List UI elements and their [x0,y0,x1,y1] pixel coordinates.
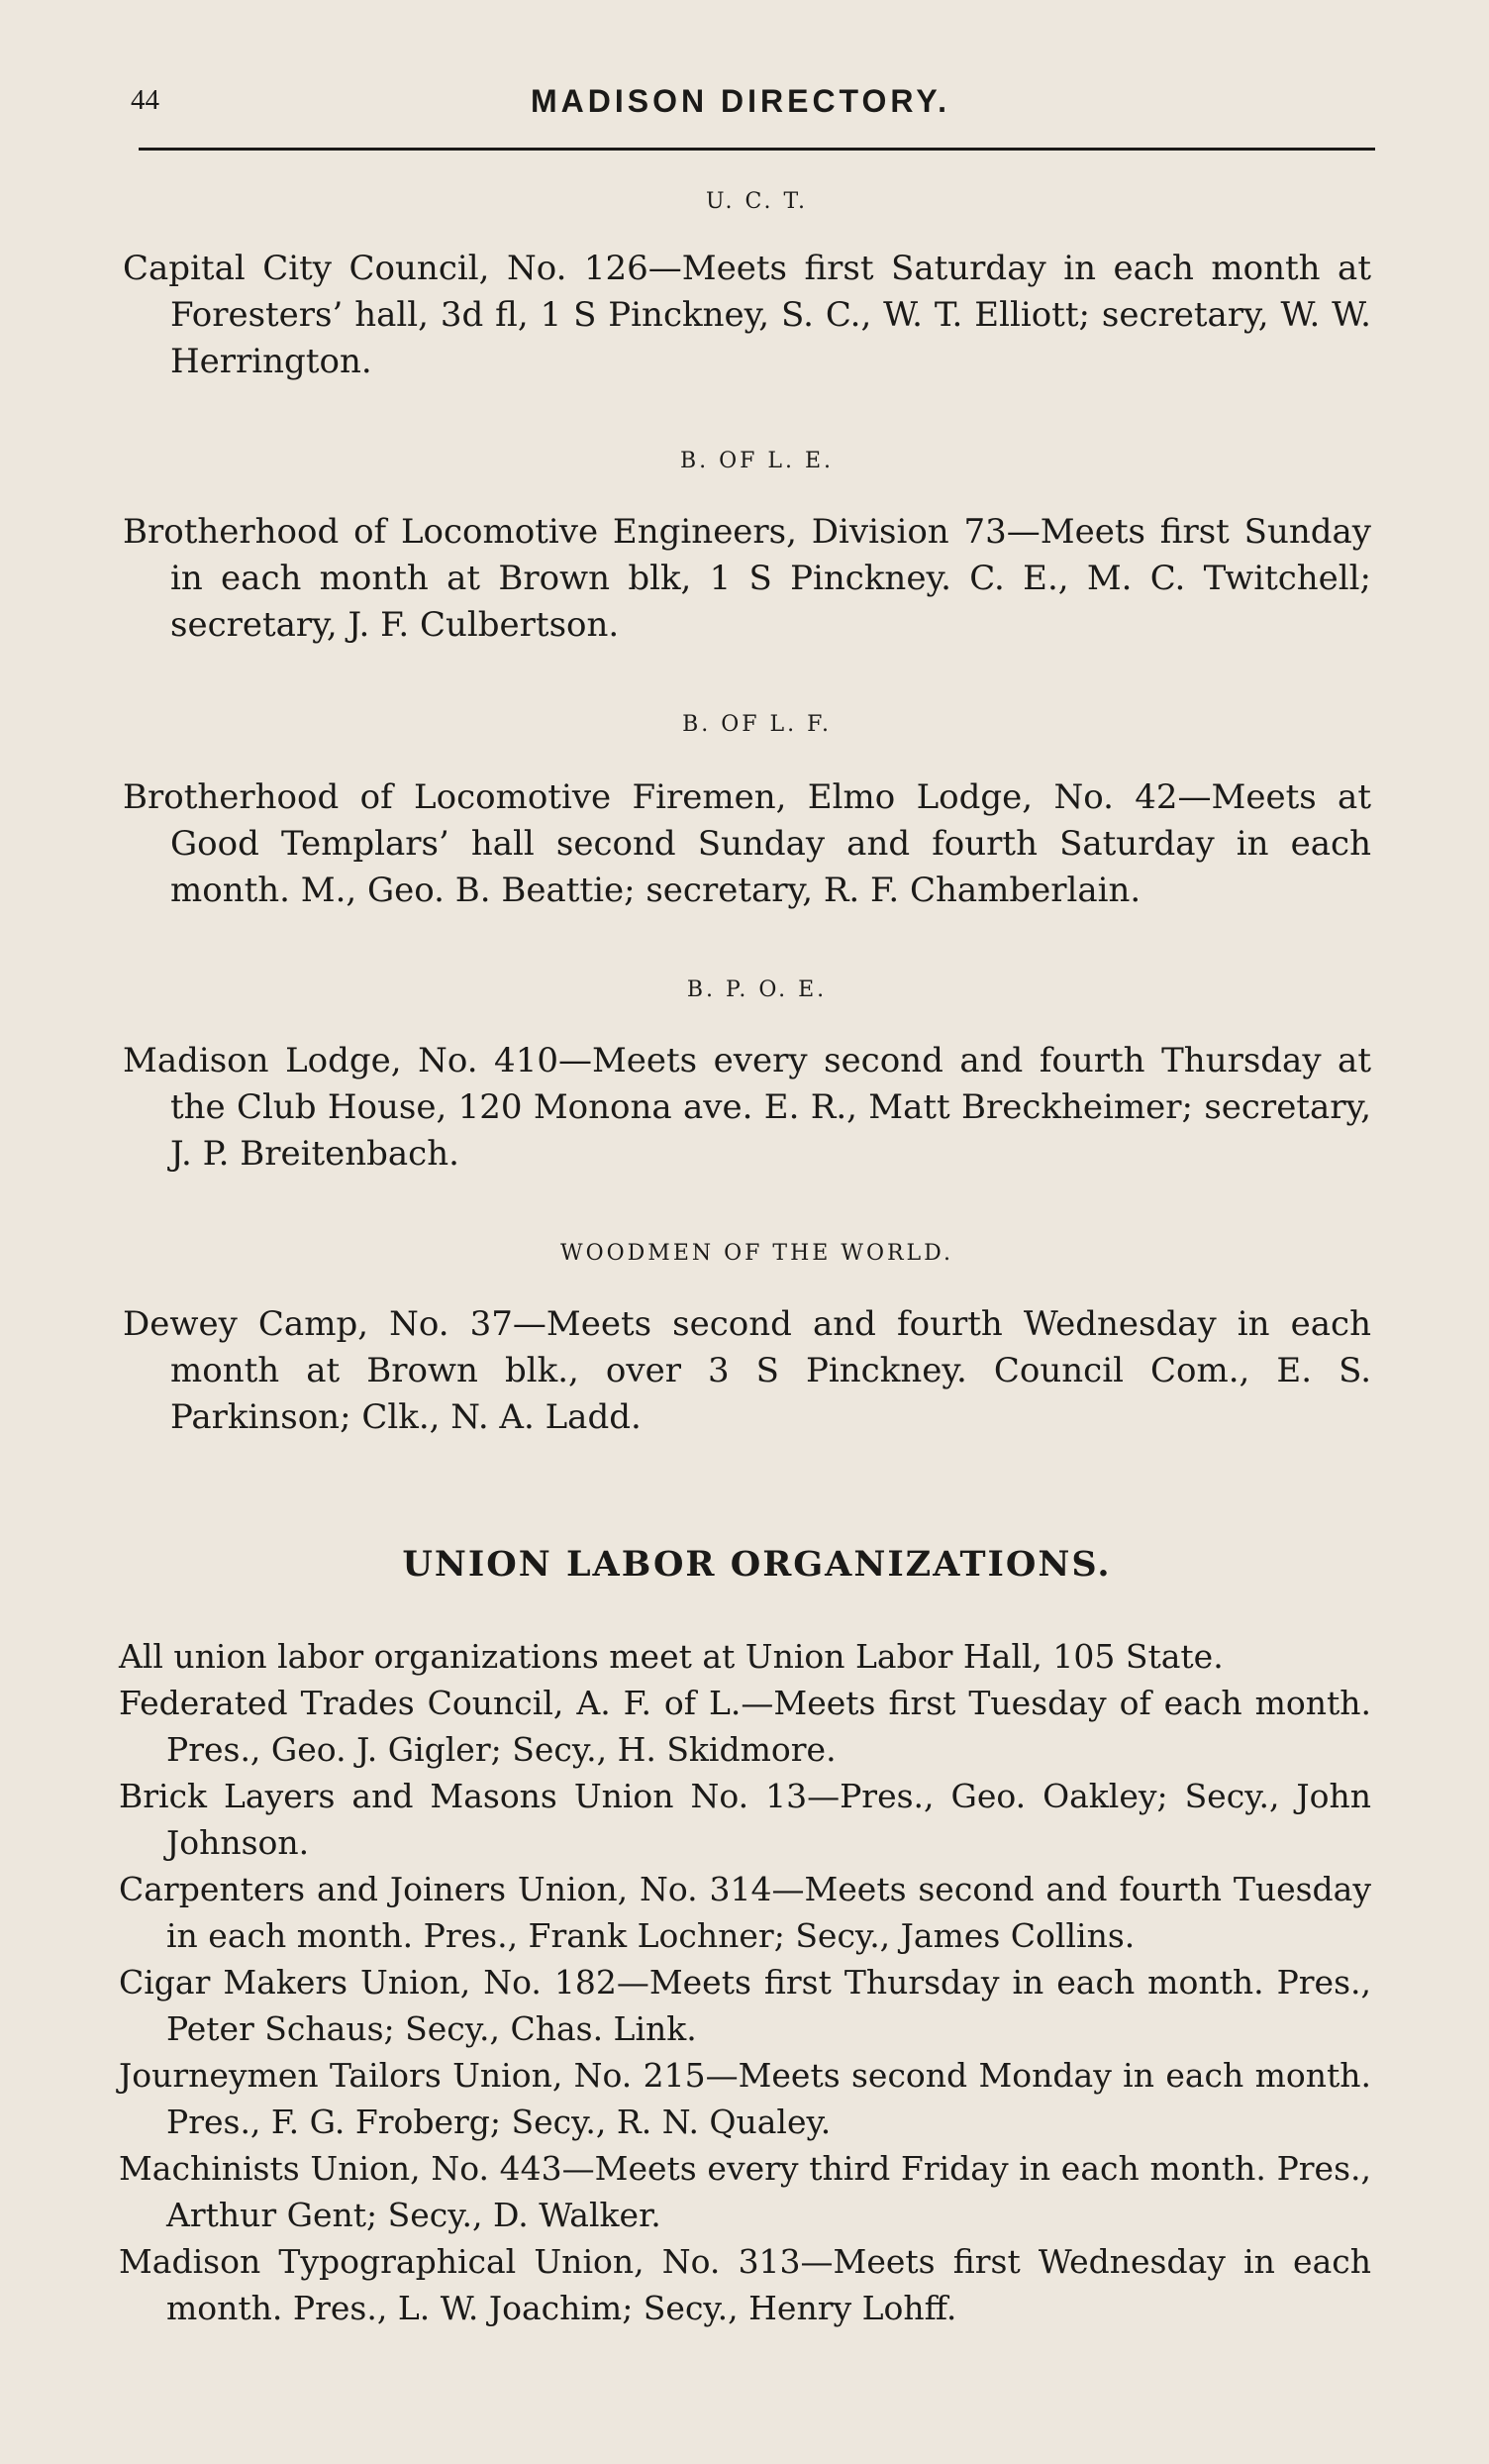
entry-dewey-camp: Dewey Camp, No. 37—Meets second and fourth Wednesday in each month at Brown blk., over 3 S Pinckney. Council Com., E. S. Parkinson; Clk., N. A. Ladd. [123,1304,1371,1437]
union-entry-cigar-makers: Cigar Makers Union, No. 182—Meets first Thursday in each month. Pres., Peter Schaus; Secy., Chas. Link. [119,1963,1371,2048]
section-heading-uct: U. C. T. [706,189,808,214]
page-header [0,71,1489,131]
entry-capital-city-council: Capital City Council, No. 126—Meets first Saturday in each month at Foresters’ hall, 3d fl, 1 S Pinckney, S. C., W. T. Elliott; secretary, W. W. Herrington. [123,249,1371,381]
entry-madison-lodge: Madison Lodge, No. 410—Meets every second and fourth Thursday at the Club House, 120 Monona ave. E. R., Matt Breckheimer; secretary, J. P. Breitenbach. [123,1041,1371,1174]
page-number: 44 [131,84,159,116]
section-heading-bpoe: B. P. O. E. [686,977,828,1002]
union-labor-list [119,1633,1371,2331]
section-heading-woodmen: WOODMEN OF THE WORLD. [559,1241,954,1266]
union-entry-tailors: Journeymen Tailors Union, No. 215—Meets second Monday in each month. Pres., F. G. Froberg; Secy., R. N. Qualey. [119,2056,1371,2141]
union-entry-carpenters: Carpenters and Joiners Union, No. 314—Meets second and fourth Tuesday in each month. Pres., Frank Lochner; Secy., James Collins. [119,1870,1371,1955]
union-entry-brick-layers: Brick Layers and Masons Union No. 13—Pres., Geo. Oakley; Secy., John Johnson. [119,1777,1371,1862]
section-heading-b-of-l-f: B. OF L. F. [682,712,832,737]
running-title: MADISON DIRECTORY. [530,83,951,119]
entry-locomotive-firemen: Brotherhood of Locomotive Firemen, Elmo Lodge, No. 42—Meets at Good Templars’ hall second Sunday and fourth Saturday in each month. M., Geo. B. Beattie; secretary, R. F. Chamberlain. [123,777,1371,910]
union-entry-general: All union labor organizations meet at Union Labor Hall, 105 State. [119,1637,1224,1676]
union-entry-machinists: Machinists Union, No. 443—Meets every third Friday in each month. Pres., Arthur Gent; Secy., D. Walker. [119,2149,1371,2234]
header-rule [139,148,1375,151]
section-heading-b-of-l-e: B. OF L. E. [679,449,835,473]
union-entry-federated-trades: Federated Trades Council, A. F. of L.—Meets first Tuesday of each month. Pres., Geo. J. Gigler; Secy., H. Skidmore. [119,1684,1371,1769]
entry-locomotive-engineers: Brotherhood of Locomotive Engineers, Division 73—Meets first Sunday in each month at Brown blk, 1 S Pinckney. C. E., M. C. Twitchell; secretary, J. F. Culbertson. [123,512,1371,645]
union-entry-typographical: Madison Typographical Union, No. 313—Meets first Wednesday in each month. Pres., L. W. Joachim; Secy., Henry Lohff. [119,2242,1371,2327]
union-labor-heading: UNION LABOR ORGANIZATIONS. [402,1544,1112,1585]
